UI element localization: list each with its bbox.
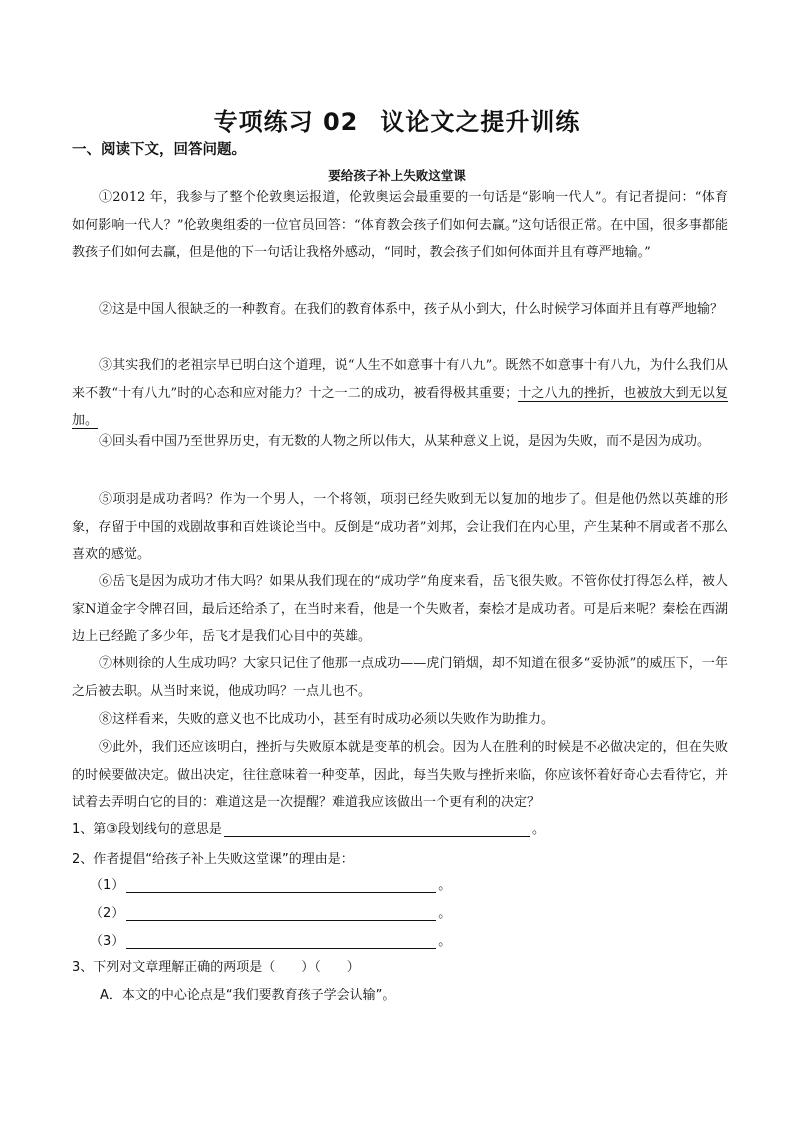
page-title xyxy=(0,102,794,137)
title-main: 专项练习 02 xyxy=(213,108,359,136)
paragraph-1: ①2012 年，我参与了整个伦敦奥运报道，伦敦奥运会最重要的一句话是“影响一代人”。有记者提问：“体育如何影响一代人？”伦敦奥组委的一位官员回答：“体育教会孩子们如何去赢。”这句话很正常。在中国，很多事都能教孩子们如何去赢，但是他的下一句话让我格外感动，“同时，教会孩子们如何体面并且有尊严地输。” xyxy=(72,190,728,260)
answer-blank-1[interactable] xyxy=(224,822,530,837)
paragraph-2: ②这是中国人很缺乏的一种教育。在我们的教育体系中，孩子从小到大，什么时候学习体面并且有尊严地输？ xyxy=(99,302,724,317)
question-2-item-2 xyxy=(90,902,451,921)
question-3: 3、下列对文章理解正确的两项是（ ）（ ） xyxy=(72,960,360,975)
paragraph-3-text: ③其实我们的老祖宗早已明白这个道理，说“人生不如意事十有八九”。既然不如意事十有八九，为什么我们从来不教“十有八九”时的心态和应对能力？十之一二的成功，被看得极其重要； xyxy=(72,358,728,401)
section-heading: 一、阅读下文，回答问题。 xyxy=(72,142,246,158)
question-2-item-1 xyxy=(90,874,451,893)
question-3-option-a: A．本文的中心论点是“我们要教育孩子学会认输”。 xyxy=(100,988,396,1003)
answer-blank-2-3[interactable] xyxy=(126,934,436,949)
answer-blank-2-1[interactable] xyxy=(126,878,436,893)
question-2: 2、作者提倡“给孩子补上失败这堂课”的理由是： xyxy=(72,852,354,867)
title-sub: 议论文之提升训练 xyxy=(380,108,581,136)
end-mark: 。 xyxy=(438,878,452,893)
paragraph-7: ⑦林则徐的人生成功吗？大家只记住了他那一点成功——虎门销烟，却不知道在很多“妥协派”的威压下，一年之后被去职。从当时来说，他成功吗？一点儿也不。 xyxy=(72,656,728,699)
paragraph-9: ⑨此外，我们还应该明白，挫折与失败原本就是变革的机会。因为人在胜利的时候是不必做决定的，但在失败的时候要做决定。做出决定，往往意味着一种变革，因此，每当失败与挫折来临，你应该怀着好奇心去看待它，并试着去弄明白它的目的：难道这是一次提醒？难道我应该做出一个更有利的决定？ xyxy=(72,740,728,810)
item-label-3: （3） xyxy=(90,934,125,949)
answer-blank-2-2[interactable] xyxy=(126,906,436,921)
item-label-1: （1） xyxy=(90,878,125,893)
article-title: 要给孩子补上失败这堂课 xyxy=(328,168,466,183)
question-1-text: 1、第③段划线句的意思是 xyxy=(72,822,222,837)
question-2-item-3 xyxy=(90,930,451,949)
paragraph-8: ⑧这样看来，失败的意义也不比成功小，甚至有时成功必须以失败作为助推力。 xyxy=(99,712,555,727)
end-mark: 。 xyxy=(438,934,452,949)
paragraph-3 xyxy=(72,352,728,435)
underlined-sentence: 十之八九的挫折，也被放大到无以复加。 xyxy=(72,385,728,428)
item-label-2: （2） xyxy=(90,906,125,921)
paragraph-6: ⑥岳飞是因为成功才伟大吗？如果从我们现在的“成功学”角度来看，岳飞很失败。不管你仗打得怎么样，被人家N道金字令牌召回，最后还给杀了，在当时来看，他是一个失败者，秦桧才是成功者。可是后来呢？秦桧在西湖边上已经跪了多少年，岳飞才是我们心目中的英雄。 xyxy=(72,574,728,644)
paragraph-4: ④回头看中国乃至世界历史，有无数的人物之所以伟大，从某种意义上说，是因为失败，而不是因为成功。 xyxy=(99,434,711,449)
paragraph-5: ⑤项羽是成功者吗？作为一个男人，一个将领，项羽已经失败到无以复加的地步了。但是他仍然以英雄的形象，存留于中国的戏剧故事和百姓谈论当中。反倒是“成功者”刘邦，会让我们在内心里，产生某种不屑或者不那么喜欢的感觉。 xyxy=(72,492,728,562)
question-1 xyxy=(72,818,545,837)
end-mark: 。 xyxy=(531,822,545,837)
end-mark: 。 xyxy=(438,906,452,921)
